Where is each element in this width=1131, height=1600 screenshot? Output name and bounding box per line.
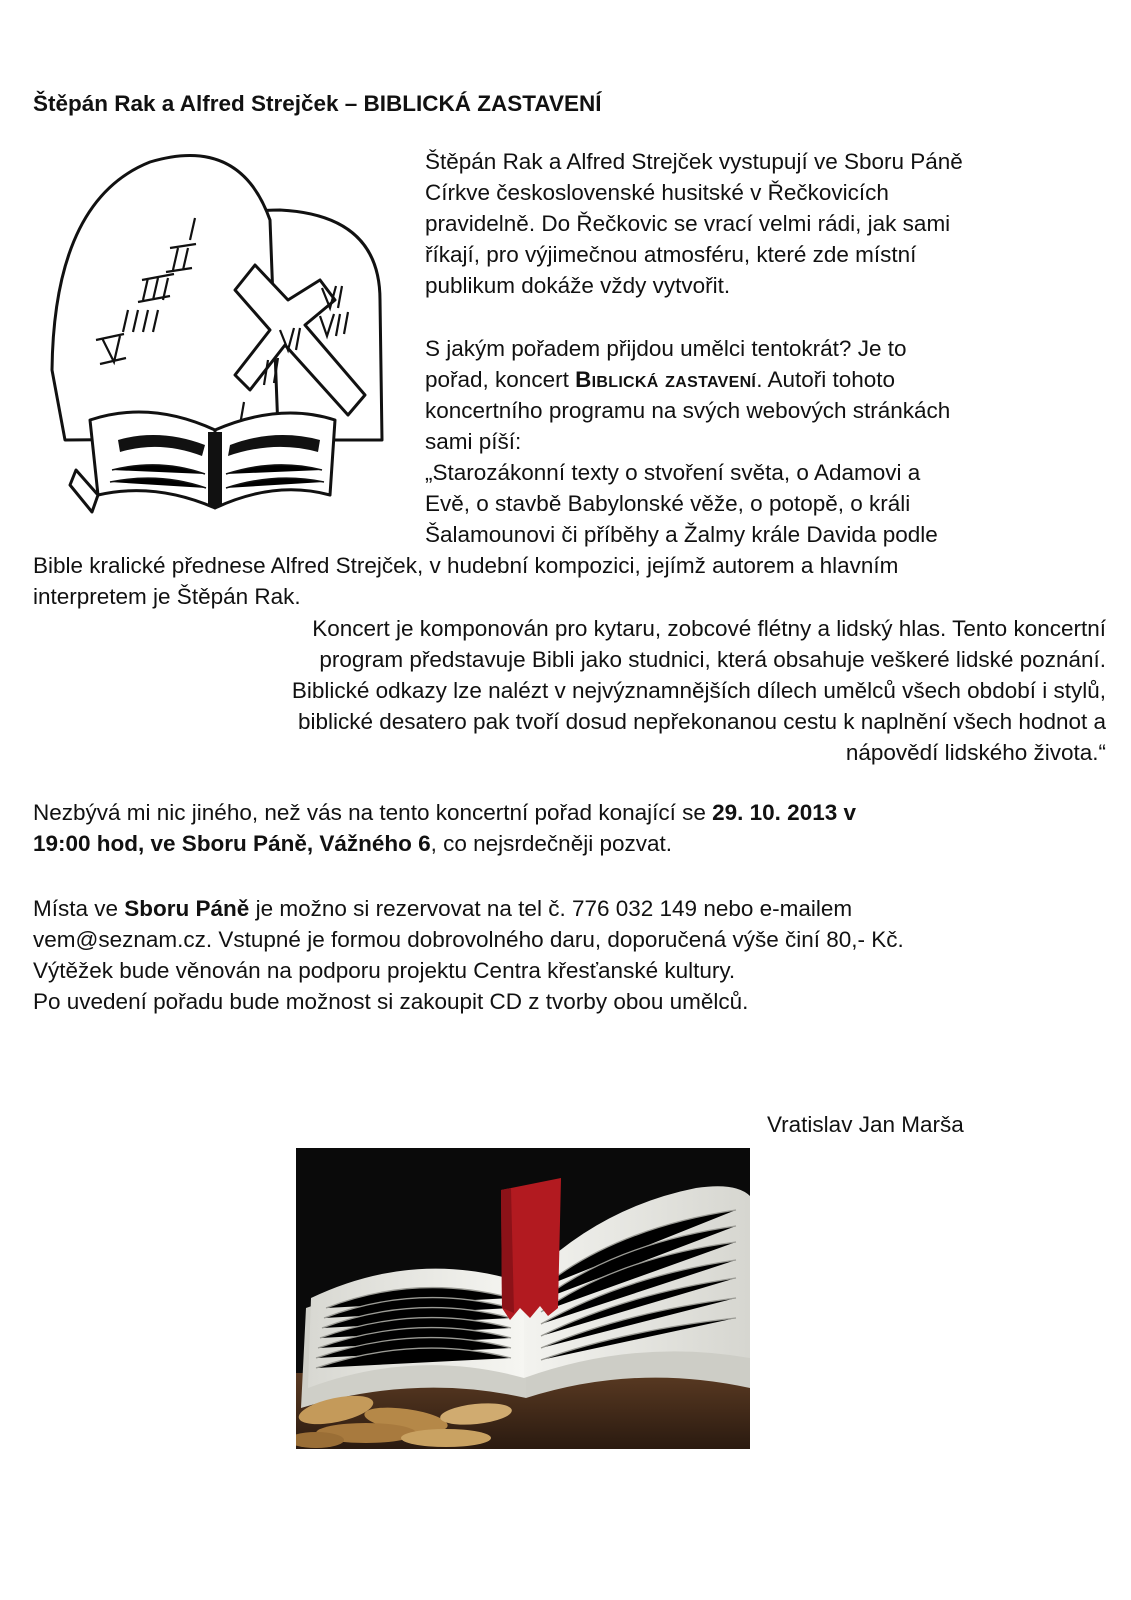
text-segment: je možno si rezervovat na tel č. 776 032 149 nebo e-mailem: [249, 896, 853, 921]
text-segment: Místa ve: [33, 896, 125, 921]
event-date: 29. 10. 2013 v: [712, 800, 857, 825]
author-signature: Vratislav Jan Marša: [767, 1112, 964, 1137]
text-line: [33, 893, 1093, 924]
program-title-emphasis: Biblická zastavení: [575, 367, 757, 392]
intro-text-block: [425, 146, 1085, 550]
intro-paragraph-2: [425, 333, 1085, 550]
document-title: Štěpán Rak a Alfred Strejček – BIBLICKÁ ZASTAVENÍ: [33, 91, 602, 116]
text-line: program představuje Bibli jako studnici, která obsahuje veškeré lidské poznání.: [319, 647, 1106, 672]
reservation-paragraph: [33, 893, 1093, 1017]
quote-continuation: [33, 550, 1093, 612]
text-segment: pořad, koncert: [425, 367, 576, 392]
text-line: Po uvedení pořadu bude možnost si zakoupit CD z tvorby obou umělců.: [33, 989, 749, 1014]
invitation-paragraph: [33, 797, 1093, 859]
text-segment: , co nejsrdečněji pozvat.: [430, 831, 673, 856]
text-line: interpretem je Štěpán Rak.: [33, 584, 301, 609]
open-bible-photo: [296, 1148, 750, 1449]
text-line: Koncert je komponován pro kytaru, zobcové flétny a lidský hlas. Tento koncertní: [312, 616, 1106, 641]
text-line: Štěpán Rak a Alfred Strejček vystupují ve Sboru Páně: [425, 149, 963, 174]
quote-right-aligned: [106, 613, 1106, 768]
text-line: [33, 797, 1093, 828]
text-line: Evě, o stavbě Babylonské věže, o potopě, o králi: [425, 491, 911, 516]
intro-paragraph-1: [425, 146, 1085, 301]
text-line: Církve československé husitské v Řečkovicích: [425, 180, 889, 205]
tablets-cross-book-illustration: [30, 140, 415, 520]
text-line: Biblické odkazy lze nalézt v nejvýznamnějších dílech umělců všech období i stylů,: [291, 678, 1106, 703]
text-line: biblické desatero pak tvoří dosud nepřekonanou cestu k naplnění všech hodnot a: [297, 709, 1106, 734]
text-line: S jakým pořadem přijdou umělci tentokrát? Je to: [425, 336, 907, 361]
text-line: „Starozákonní texty o stvoření světa, o Adamovi a: [425, 460, 921, 485]
text-line: vem@seznam.cz. Vstupné je formou dobrovolného daru, doporučená výše činí 80,- Kč.: [33, 927, 904, 952]
venue-name: Sboru Páně: [124, 896, 250, 921]
text-line: sami píší:: [425, 429, 522, 454]
text-line: Výtěžek bude věnován na podporu projektu Centra křesťanské kultury.: [33, 958, 736, 983]
text-line: říkají, pro výjimečnou atmosféru, které zde místní: [425, 242, 917, 267]
text-line: pravidelně. Do Řečkovic se vrací velmi rádi, jak sami: [425, 211, 951, 236]
event-time-venue: 19:00 hod, ve Sboru Páně, Vážného 6: [33, 831, 431, 856]
text-line: Šalamounovi či příběhy a Žalmy krále Davida podle: [425, 522, 938, 547]
text-line: Bible kralické přednese Alfred Strejček, v hudební kompozici, jejímž autorem a hlavním: [33, 553, 899, 578]
text-line: [425, 364, 1085, 395]
text-line: koncertního programu na svých webových stránkách: [425, 398, 951, 423]
text-line: [33, 828, 1093, 859]
text-segment: . Autoři tohoto: [756, 367, 896, 392]
text-segment: Nezbývá mi nic jiného, než vás na tento koncertní pořad konající se: [33, 800, 713, 825]
text-line: nápovědí lidského života.“: [845, 740, 1106, 765]
text-line: publikum dokáže vždy vytvořit.: [425, 273, 731, 298]
